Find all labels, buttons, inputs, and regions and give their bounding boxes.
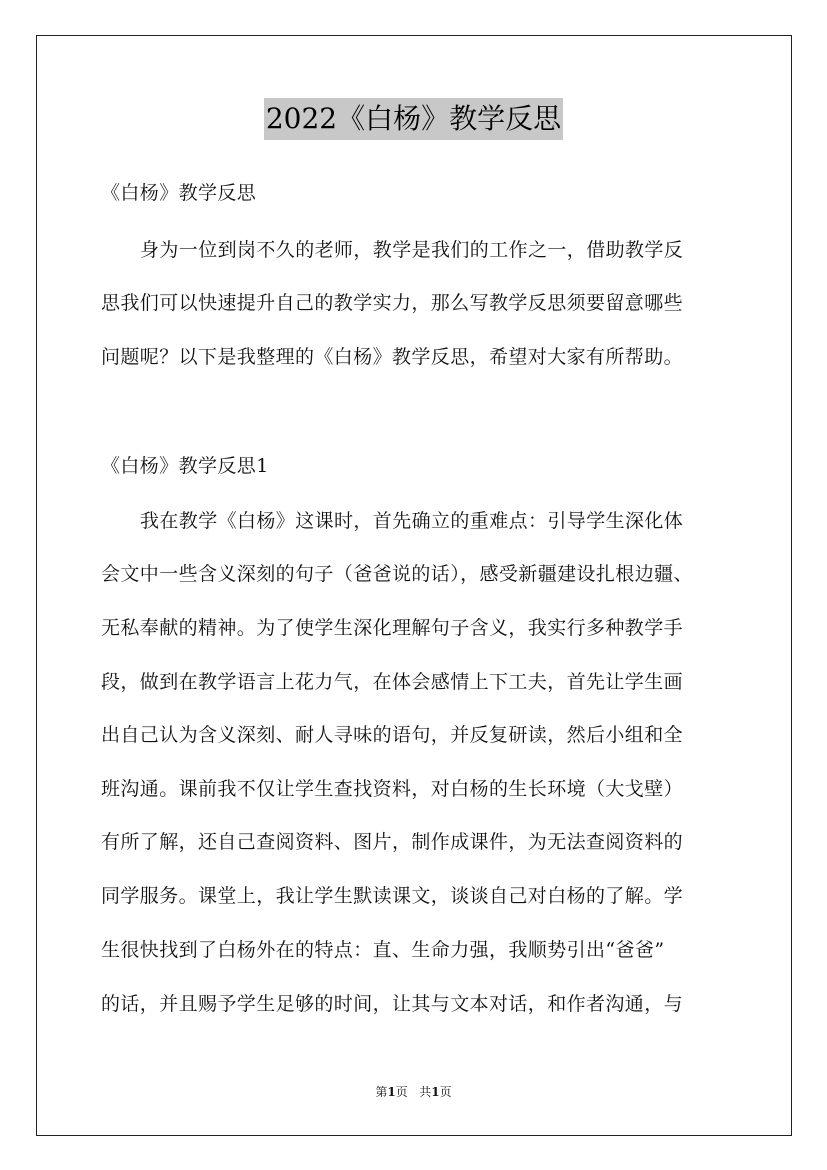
paragraph-line: 问题呢？以下是我整理的《白杨》教学反思，希望对大家有所帮助。 <box>101 346 684 368</box>
page-footer <box>0 1084 827 1100</box>
intro-heading: 《白杨》教学反思 <box>101 182 257 204</box>
paragraph-line: 会文中一些含义深刻的句子（爸爸说的话），感受新疆建设扎根边疆、 <box>101 563 693 585</box>
paragraph-line: 生很快找到了白杨外在的特点：直、生命力强，我顺势引出“爸爸” <box>101 939 665 961</box>
paragraph-line: 身为一位到岗不久的老师，教学是我们的工作之一，借助教学反 <box>140 239 684 261</box>
paragraph-line: 同学服务。课堂上，我让学生默读课文，谈谈自己对白杨的了解。学 <box>101 885 684 907</box>
total-label-prefix: 共 <box>419 1085 432 1099</box>
document-title: 2022《白杨》教学反思 <box>264 98 563 140</box>
paragraph-line: 有所了解，还自己查阅资料、图片，制作成课件，为无法查阅资料的 <box>101 831 684 853</box>
paragraph-line: 段，做到在教学语言上花力气，在体会感情上下工夫，首先让学生画 <box>101 671 684 693</box>
page-label-prefix: 第 <box>375 1085 388 1099</box>
paragraph-line: 班沟通。课前我不仅让学生查找资料，对白杨的生长环境（大戈壁） <box>101 778 684 800</box>
title-container <box>0 98 827 140</box>
paragraph-line: 出自己认为含义深刻、耐人寻味的语句，并反复研读，然后小组和全 <box>101 724 684 746</box>
section-heading: 《白杨》教学反思1 <box>101 455 269 477</box>
page-label-suffix: 页 <box>395 1085 408 1099</box>
paragraph-line: 思我们可以快速提升自己的教学实力，那么写教学反思须要留意哪些 <box>101 292 684 314</box>
page-number: 1 <box>387 1085 396 1099</box>
total-pages: 1 <box>431 1085 440 1099</box>
paragraph-line: 的话，并且赐予学生足够的时间，让其与文本对话，和作者沟通，与 <box>101 993 684 1015</box>
total-label-suffix: 页 <box>439 1085 452 1099</box>
paragraph-line: 我在教学《白杨》这课时，首先确立的重难点：引导学生深化体 <box>140 510 684 532</box>
paragraph-line: 无私奉献的精神。为了使学生深化理解句子含义，我实行多种教学手 <box>101 617 684 639</box>
